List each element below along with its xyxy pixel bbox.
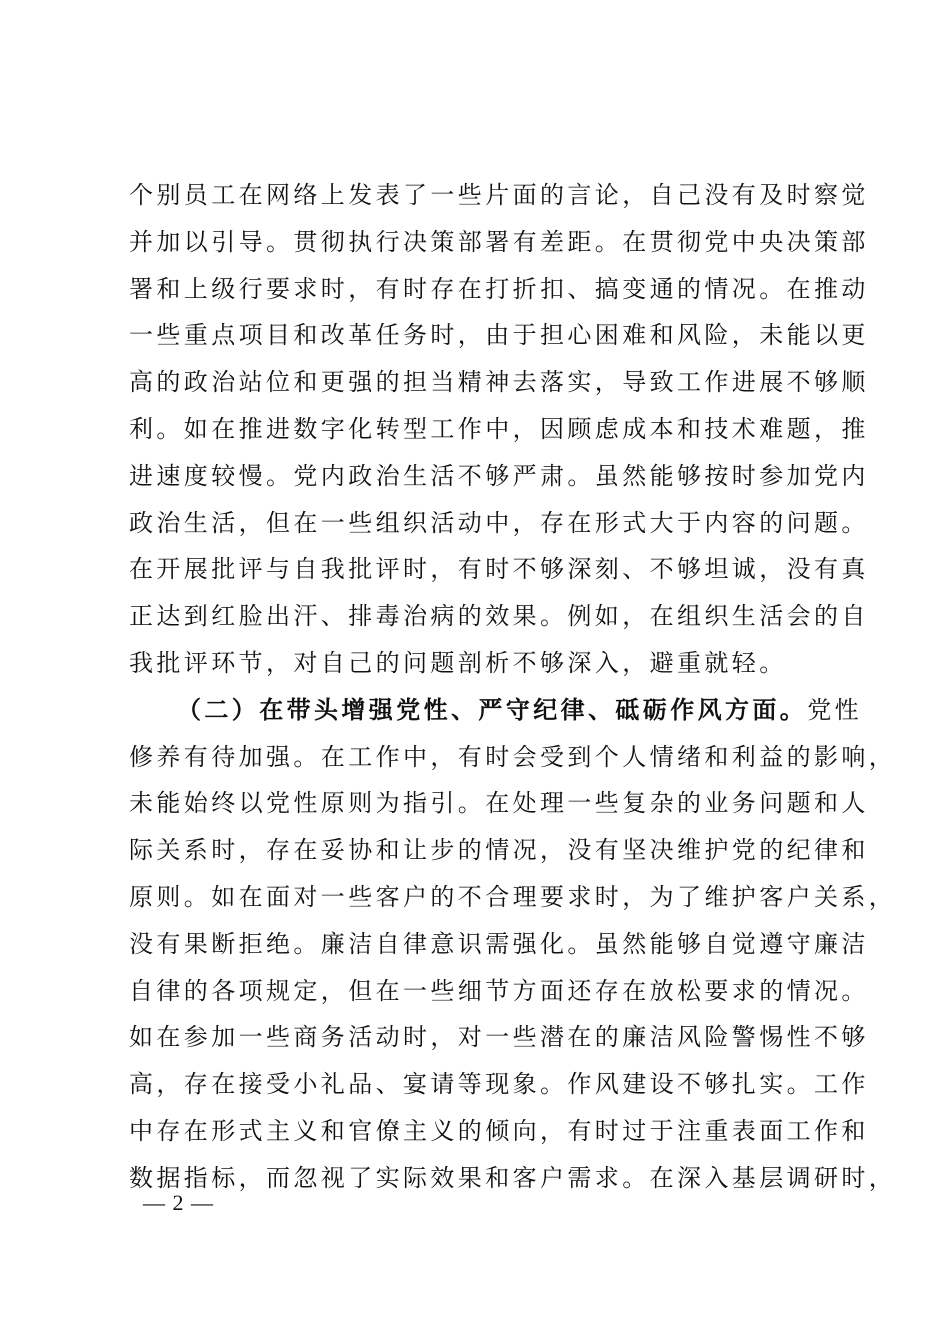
text-line: 际关系时，存在妥协和让步的情况，没有坚决维护党的纪律和 (129, 836, 869, 865)
section-heading: （二）在带头增强党性、严守纪律、砥砺作风方面。 (177, 694, 808, 724)
text-line: 中存在形式主义和官僚主义的倾向，有时过于注重表面工作和 (129, 1116, 869, 1145)
text-line: 数据指标，而忽视了实际效果和客户需求。在深入基层调研时， (129, 1163, 897, 1192)
text-line: 自律的各项规定，但在一些细节方面还存在放松要求的情况。 (129, 976, 869, 1005)
text-line: 进速度较慢。党内政治生活不够严肃。虽然能够按时参加党内 (129, 461, 869, 490)
document-body (129, 172, 897, 1202)
section-heading-line (129, 687, 863, 734)
text-line: 我批评环节，对自己的问题剖析不够深入，避重就轻。 (129, 648, 787, 677)
text-line: 在开展批评与自我批评时，有时不够深刻、不够坦诚，没有真 (129, 555, 869, 584)
text-line: 正达到红脸出汗、排毒治病的效果。例如，在组织生活会的自 (129, 602, 869, 631)
text-line: 署和上级行要求时，有时存在打折扣、搞变通的情况。在推动 (129, 274, 869, 303)
text-line: 个别员工在网络上发表了一些片面的言论，自己没有及时察觉 (129, 181, 869, 209)
text-line: 未能始终以党性原则为指引。在处理一些复杂的业务问题和人 (129, 789, 869, 818)
text-line: 高，存在接受小礼品、宴请等现象。作风建设不够扎实。工作 (129, 1070, 869, 1099)
text-line: 原则。如在面对一些客户的不合理要求时，为了维护客户关系， (129, 882, 897, 911)
text-line: 没有果断拒绝。廉洁自律意识需强化。虽然能够自觉遵守廉洁 (129, 929, 869, 958)
text-line: 利。如在推进数字化转型工作中，因顾虑成本和技术难题，推 (129, 414, 869, 443)
text-line: 修养有待加强。在工作中，有时会受到个人情绪和利益的影响， (129, 742, 897, 771)
text-line: 如在参加一些商务活动时，对一些潜在的廉洁风险警惕性不够 (129, 1023, 869, 1052)
text-line: 并加以引导。贯彻执行决策部署有差距。在贯彻党中央决策部 (129, 227, 869, 256)
text-line: 一些重点项目和改革任务时，由于担心困难和风险，未能以更 (129, 321, 869, 350)
text-fragment: 党性 (807, 695, 863, 724)
page-number: — 2 — (143, 1190, 214, 1215)
text-line: 高的政治站位和更强的担当精神去落实，导致工作进展不够顺 (129, 368, 869, 397)
text-line: 政治生活，但在一些组织活动中，存在形式大于内容的问题。 (129, 508, 869, 537)
